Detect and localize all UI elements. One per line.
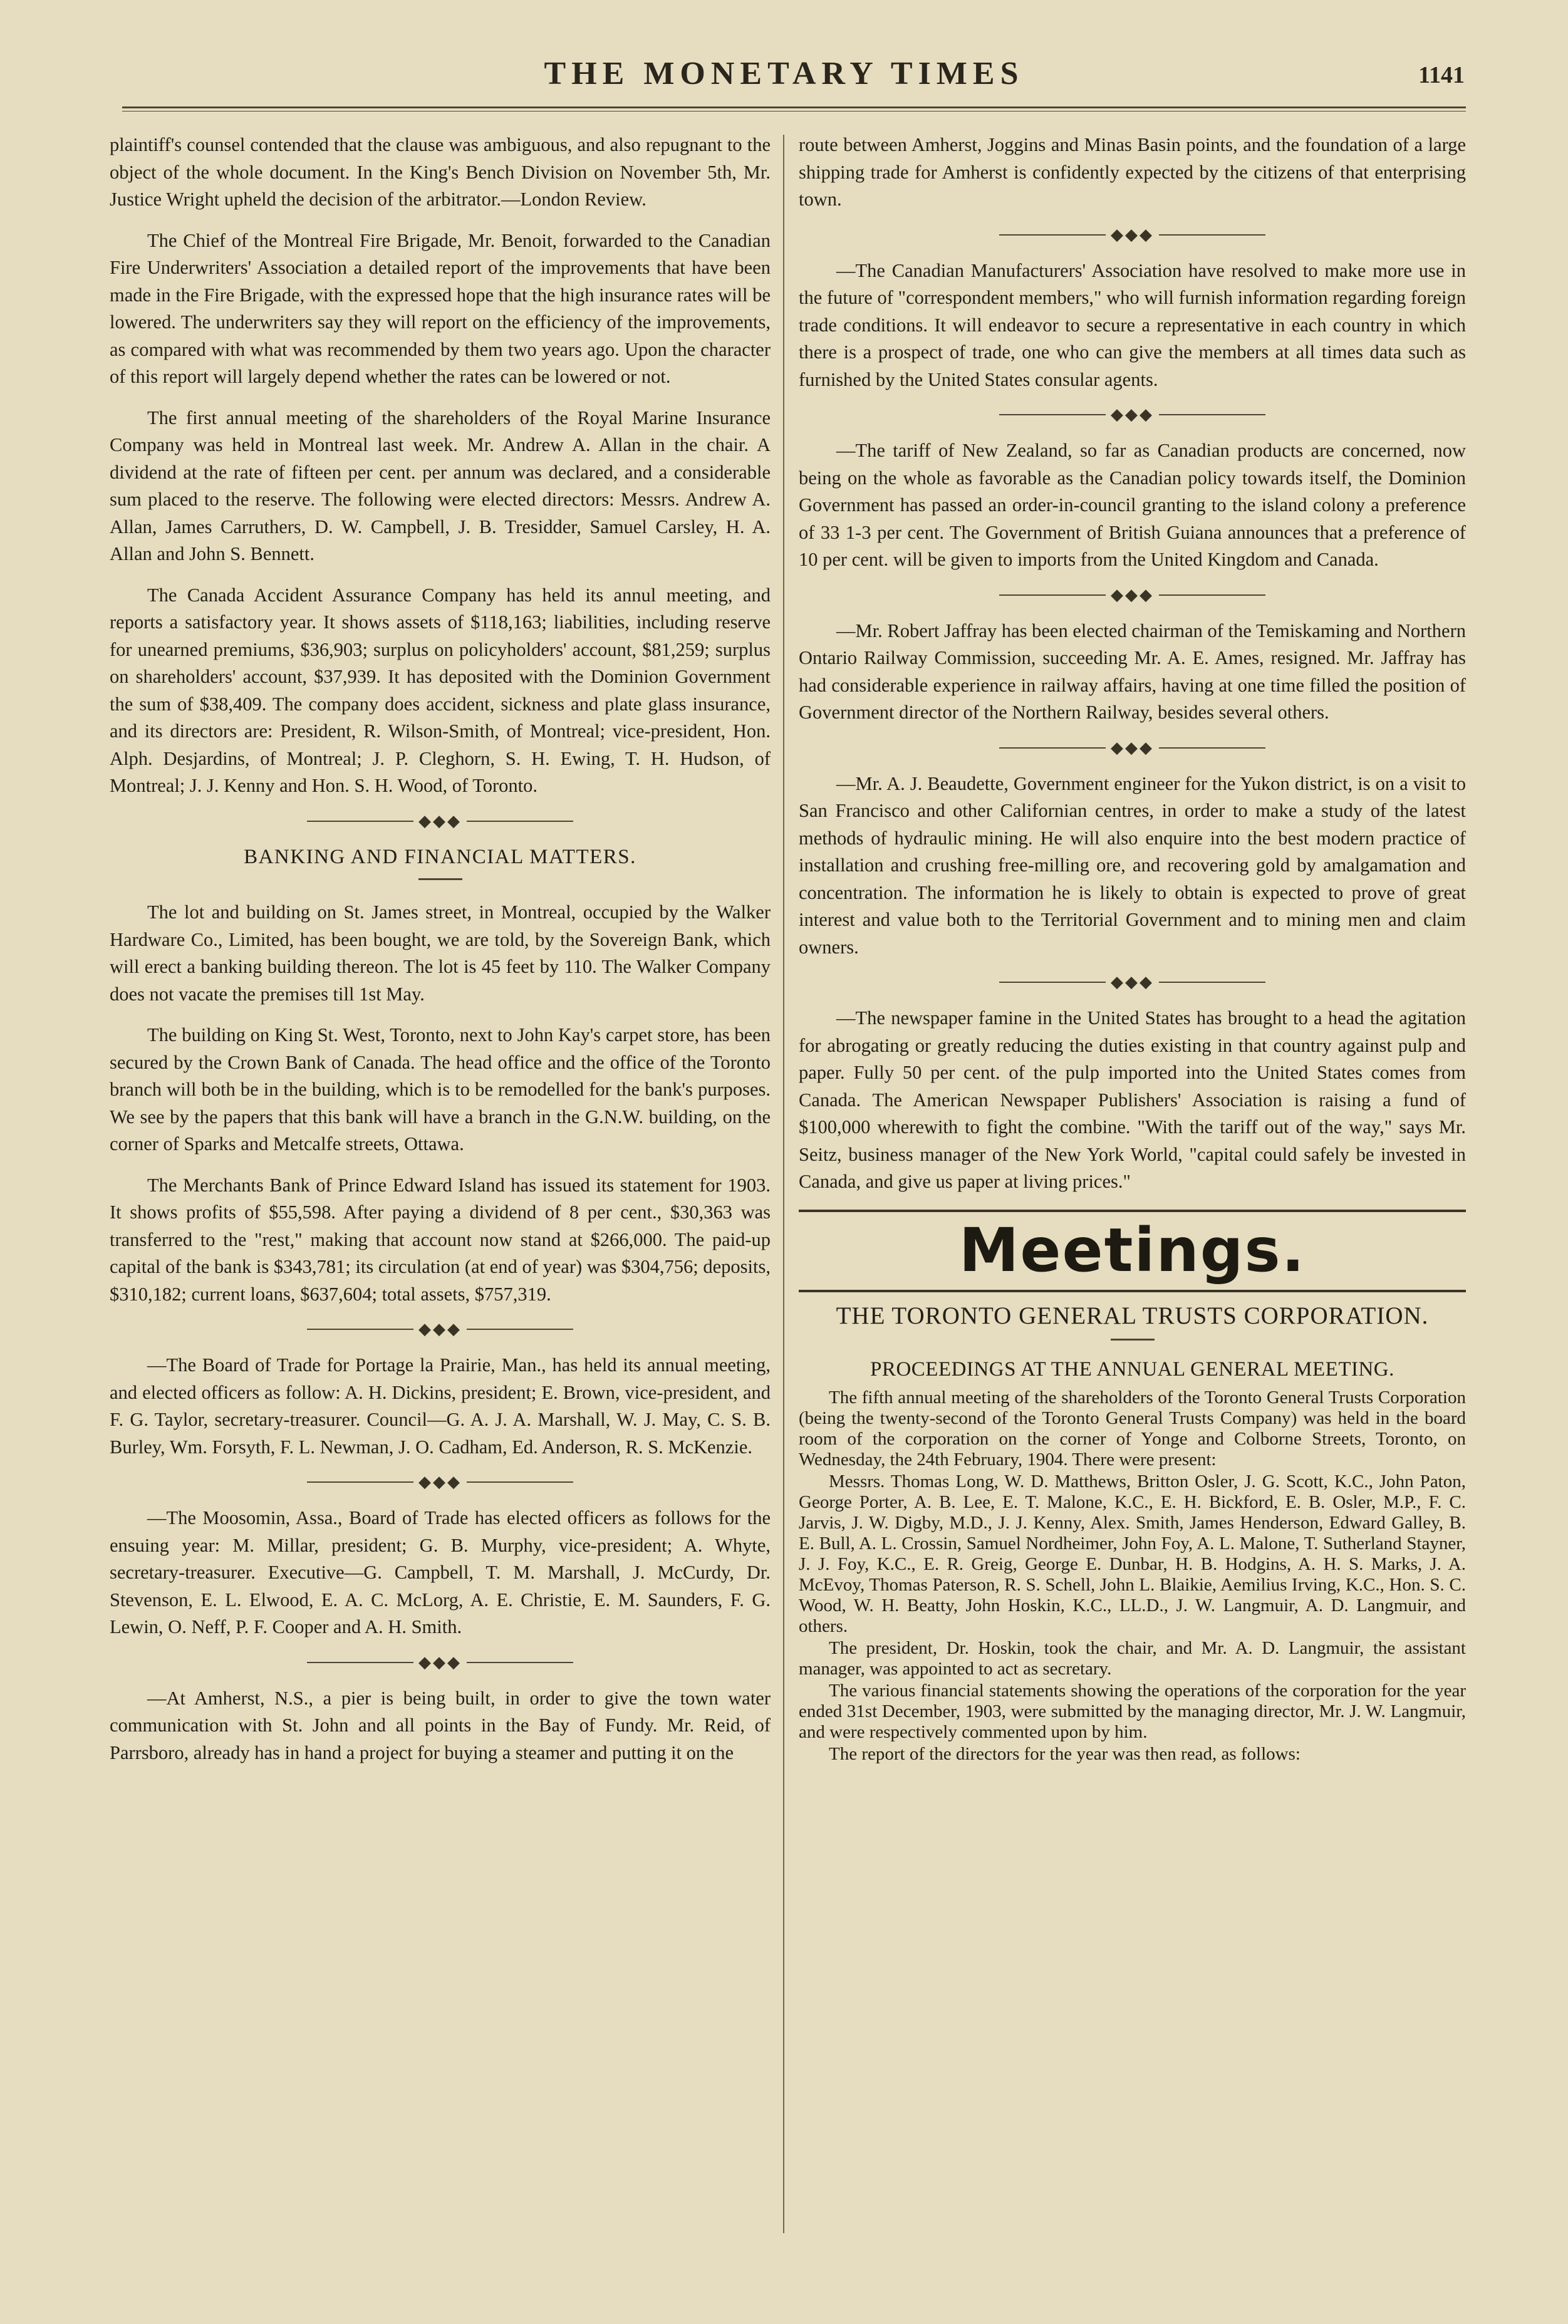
corporation-heading: THE TORONTO GENERAL TRUSTS CORPORATION. [836, 1302, 1429, 1329]
ornamental-divider: ◆◆◆ [799, 407, 1466, 421]
left-column [110, 132, 771, 2236]
attendee-list: Messrs. Thomas Long, W. D. Matthews, Britton Osler, J. G. Scott, K.C., John Paton, George Porter, A. B. Lee, E. T. Malone, K.C., E. H. Bickford, E. B. Osler, M.P., F. C. Jarvis, J. W. Digby, M.D., J. J. Kenny, Alex. Smith, James Henderson, Edward Galley, B. E. Bull, A. L. Crossin, Samuel Nordheimer, John Foy, A. L. Malone, T. Sutherland Stayner, J. J. Foy, K.C., E. R. Greig, George E. Dunbar, H. B. Hodgins, A. H. S. Marks, J. A. McEvoy, Thomas Paterson, R. S. Schell, John L. Blaikie, Aemilius Irving, K.C., Hon. S. C. Wood, W. H. Beatty, John Hoskin, K.C., LL.D., J. W. Langmuir, A. D. Langmuir, and others. [799, 1471, 1466, 1636]
article-paragraph: —Mr. Robert Jaffray has been elected chairman of the Temiskaming and Northern Ontario Railway Commission, succeeding Mr. A. E. Ames, resigned. Mr. Jaffray has had considerable experience in railway affairs, having at one time filled the position of Government director of the Northern Railway, besides several others. [799, 620, 1466, 724]
article-paragraph: The Canada Accident Assurance Company has held its annul meeting, and reports a satisfactory year. It shows assets of $118,163; liabilities, including reserve for unearned premiums, $36,903; surplus on policyholders' account, $81,259; surplus on shareholders' account, $37,939. It has deposited with the Dominion Government the sum of $38,409. The company does accident, sickness and plate glass insurance, and its directors are: President, R. Wilson-Smith, of Montreal; vice-president, Hon. Alph. Desjardins, of Montreal; J. P. Cleghorn, S. H. Ewing, T. H. Hudson, of Montreal; J. J. Kenny and Hon. S. H. Wood, of Toronto. [110, 584, 771, 796]
article-paragraph: plaintiff's counsel contended that the clause was ambiguous, and also repugnant to the object of the whole document. In the King's Bench Division on November 5th, Mr. Justice Wright upheld the decision of the arbitrator.—London Review. [110, 134, 771, 210]
report-paragraph: The president, Dr. Hoskin, took the chair, and Mr. A. D. Langmuir, the assistant manager, was appointed to act as secretary. [799, 1637, 1466, 1679]
ornamental-divider: ◆◆◆ [799, 740, 1466, 754]
article-paragraph: route between Amherst, Joggins and Minas Basin points, and the foundation of a large shipping trade for Amherst is confidently expected by the citizens of that enterprising town. [799, 134, 1466, 210]
proceedings-heading: PROCEEDINGS AT THE ANNUAL GENERAL MEETING. [870, 1357, 1394, 1381]
article-paragraph: —The newspaper famine in the United States has brought to a head the agitation for abrogating or greatly reducing the duties existing in that country against pulp and paper. Fully 50 per cent. of the pulp imported into the United States comes from Canada. The American Newspaper Publishers' Association is raising a fund of $100,000 wherewith to fight the combine. "With the tariff out of the way," says Mr. Seitz, business manager of the New York World, "capital could safely be invested in Canada, and give us paper at living prices." [799, 1007, 1466, 1193]
header-rule [122, 106, 1466, 112]
meeting-report [799, 1388, 1466, 1765]
meetings-heading: Meetings. [958, 1215, 1306, 1285]
short-rule [418, 878, 462, 880]
article-paragraph: —The Board of Trade for Portage la Prairie, Man., has held its annual meeting, and elected officers as follow: A. H. Dickins, president; E. Brown, vice-president, and F. G. Taylor, secretary-treasurer. Council—G. A. J. A. Marshall, W. J. May, C. S. B. Burley, Wm. Forsyth, F. L. Newman, J. O. Cadham, Ed. Anderson, R. S. McKenzie. [110, 1354, 771, 1458]
meetings-rule-bottom [799, 1290, 1466, 1292]
right-column [799, 132, 1466, 2236]
article-paragraph: —The Canadian Manufacturers' Association have resolved to make more use in the future of "correspondent members," who will furnish information regarding foreign trade conditions. It will endeavor to secure a representative in each country in which there is a prospect of trade, one who can give the members at all times data such as furnished by the United States consular agents. [799, 259, 1466, 390]
article-paragraph: The Chief of the Montreal Fire Brigade, Mr. Benoit, forwarded to the Canadian Fire Underwriters' Association a detailed report of the improvements that have been made in the Fire Brigade, with the expressed hope that the high insurance rates will be lowered. The underwriters say they will report on the efficiency of the improvements, as compared with what was recommended by them two years ago. Upon the character of this report will largely depend whether the rates can be lowered or not. [110, 229, 771, 387]
article-paragraph: —The Moosomin, Assa., Board of Trade has elected officers as follows for the ensuing year: M. Millar, president; G. B. Murphy, vice-president; A. Whyte, secretary-treasurer. Executive—G. Campbell, T. M. Marshall, J. McCurdy, Dr. Stevenson, E. L. Elwood, E. A. C. McLorg, A. E. Christie, E. M. Saunders, F. G. Lewin, O. Neff, P. F. Cooper and A. H. Smith. [110, 1507, 771, 1638]
article-paragraph: —Mr. A. J. Beaudette, Government engineer for the Yukon district, is on a visit to San Francisco and other Californian centres, in order to make a study of the latest methods of hydraulic mining. He will also enquire into the best modern practice of installation and crushing free-milling ore, and recovering gold by amalgamation and concentration. The information he is likely to obtain is expected to prove of great interest and value both to the Territorial Government and to mining men and claim owners. [799, 772, 1466, 958]
ornamental-divider: ◆◆◆ [110, 814, 771, 827]
article-paragraph: The building on King St. West, Toronto, next to John Kay's carpet store, has been secured by the Crown Bank of Canada. The head office and the office of the Toronto branch will both be in the building, which is to be remodelled for the bank's purposes. We see by the papers that this bank will have a branch in the G.N.W. building, on the corner of Sparks and Metcalfe streets, Ottawa. [110, 1024, 771, 1155]
short-rule [1111, 1339, 1155, 1341]
article-paragraph: —At Amherst, N.S., a pier is being built, in order to give the town water communication with St. John and all points in the Bay of Fundy. Mr. Reid, of Parrsboro, already has in hand a project for buying a steamer and putting it on the [110, 1687, 771, 1763]
ornamental-divider: ◆◆◆ [799, 975, 1466, 988]
article-paragraph: The lot and building on St. James street, in Montreal, occupied by the Walker Hardware Co., Limited, has been bought, we are told, by the Sovereign Bank, which will erect a banking building thereon. The lot is 45 feet by 110. The Walker Company does not vacate the premises till 1st May. [110, 901, 771, 1005]
ornamental-divider: ◆◆◆ [110, 1655, 771, 1669]
article-paragraph: —The tariff of New Zealand, so far as Canadian products are concerned, now being on the whole as favorable as the Canadian policy towards itself, the Dominion Government has passed an order-in-council granting to the island colony a preference of 33 1-3 per cent. The Government of British Guiana announces that a preference of 10 per cent. will be given to imports from the United Kingdom and Canada. [799, 440, 1466, 571]
ornamental-divider: ◆◆◆ [110, 1475, 771, 1488]
meetings-rule-top [799, 1210, 1466, 1212]
page-number: 1141 [1418, 62, 1465, 88]
ornamental-divider: ◆◆◆ [110, 1322, 771, 1336]
report-paragraph: The report of the directors for the year was then read, as follows: [829, 1743, 1301, 1764]
report-paragraph: The fifth annual meeting of the shareholders of the Toronto General Trusts Corporation (being the twenty-second of the Toronto General Trusts Company) was held in the board room of the corporation on the corner of Yonge and Colborne Streets, Toronto, on Wednesday, the 24th February, 1904. There were present: [799, 1387, 1466, 1470]
ornamental-divider: ◆◆◆ [799, 588, 1466, 601]
section-heading: BANKING AND FINANCIAL MATTERS. [244, 845, 636, 868]
article-paragraph: The first annual meeting of the shareholders of the Royal Marine Insurance Company was held in Montreal last week. Mr. Andrew A. Allan in the chair. A dividend at the rate of fifteen per cent. per annum was declared, and a considerable sum placed to the reserve. The following were elected directors: Messrs. Andrew A. Allan, James Carruthers, D. W. Campbell, J. B. Tresidder, Samuel Carsley, H. A. Allan and John S. Bennett. [110, 407, 771, 564]
column-divider [783, 135, 784, 2233]
masthead-title: THE MONETARY TIMES [544, 56, 1024, 91]
ornamental-divider: ◆◆◆ [799, 227, 1466, 241]
article-paragraph: The Merchants Bank of Prince Edward Island has issued its statement for 1903. It shows profits of $55,598. After paying a dividend of 8 per cent., $30,363 was transferred to the "rest," making that account now stand at $266,000. The paid-up capital of the bank is $343,781; its circulation (at end of year) was $304,756; deposits, $310,182; current loans, $637,604; total assets, $757,319. [110, 1174, 771, 1305]
report-paragraph: The various financial statements showing the operations of the corporation for the year ended 31st December, 1903, were submitted by the managing director, Mr. J. W. Langmuir, and were respectively commented upon by him. [799, 1680, 1466, 1742]
